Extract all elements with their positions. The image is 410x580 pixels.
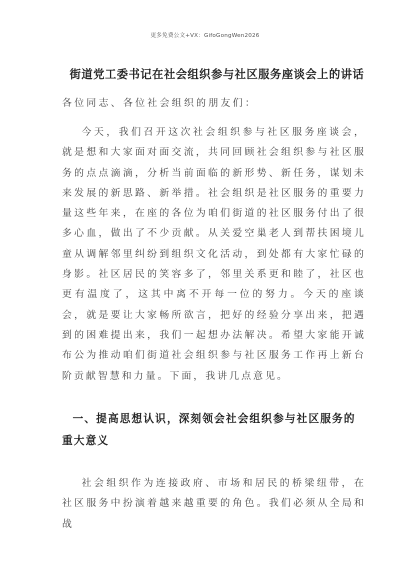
body-paragraph: 今天，我们召开这次社会组织参与社区服务座谈会，就是想和大家面对面交流，共同回顾社会组织参与社区服务的点点滴滴，分析当前面临的新形势、新任务，谋划未来发展的新思路、新举措。社会组织是社区服务的重要力量这些年来，在座的各位为咱们街道的社区服务付出了很多心血，做出了不少贡献。从关爱空巢老人到帮扶困境儿童从调解邻里纠纷到组织文化活动，到处都有大家忙碌的身影。社区居民的笑容多了，邻里关系更和睦了，社区也更有温度了，这其中离不开每一位的努力。今天的座谈会，就是要让大家畅所欲言，把好的经验分享出来，把遇到的困难提出来，我们一起想办法解决。希望大家能开诚布公为推动咱们街道社会组织参与社区服务工作再上新台阶贡献智慧和力量。下面，我讲几点意见。 xyxy=(62,127,366,382)
header-note: 更多免费公文+VX：GifoGongWen2026 xyxy=(150,33,260,39)
section-heading: 一、提高思想认识，深刻领会社会组织参与社区服务的重大意义 xyxy=(62,413,356,447)
document-title: 街道党工委书记在社会组织参与社区服务座谈会上的讲话 xyxy=(69,68,365,81)
greeting-line: 各位同志、各位社会组织的朋友们： xyxy=(62,98,258,109)
body-paragraph: 社会组织作为连接政府、市场和居民的桥梁纽带，在社区服务中扮演着越来越重要的角色。我们必须从全局和战 xyxy=(62,478,366,530)
